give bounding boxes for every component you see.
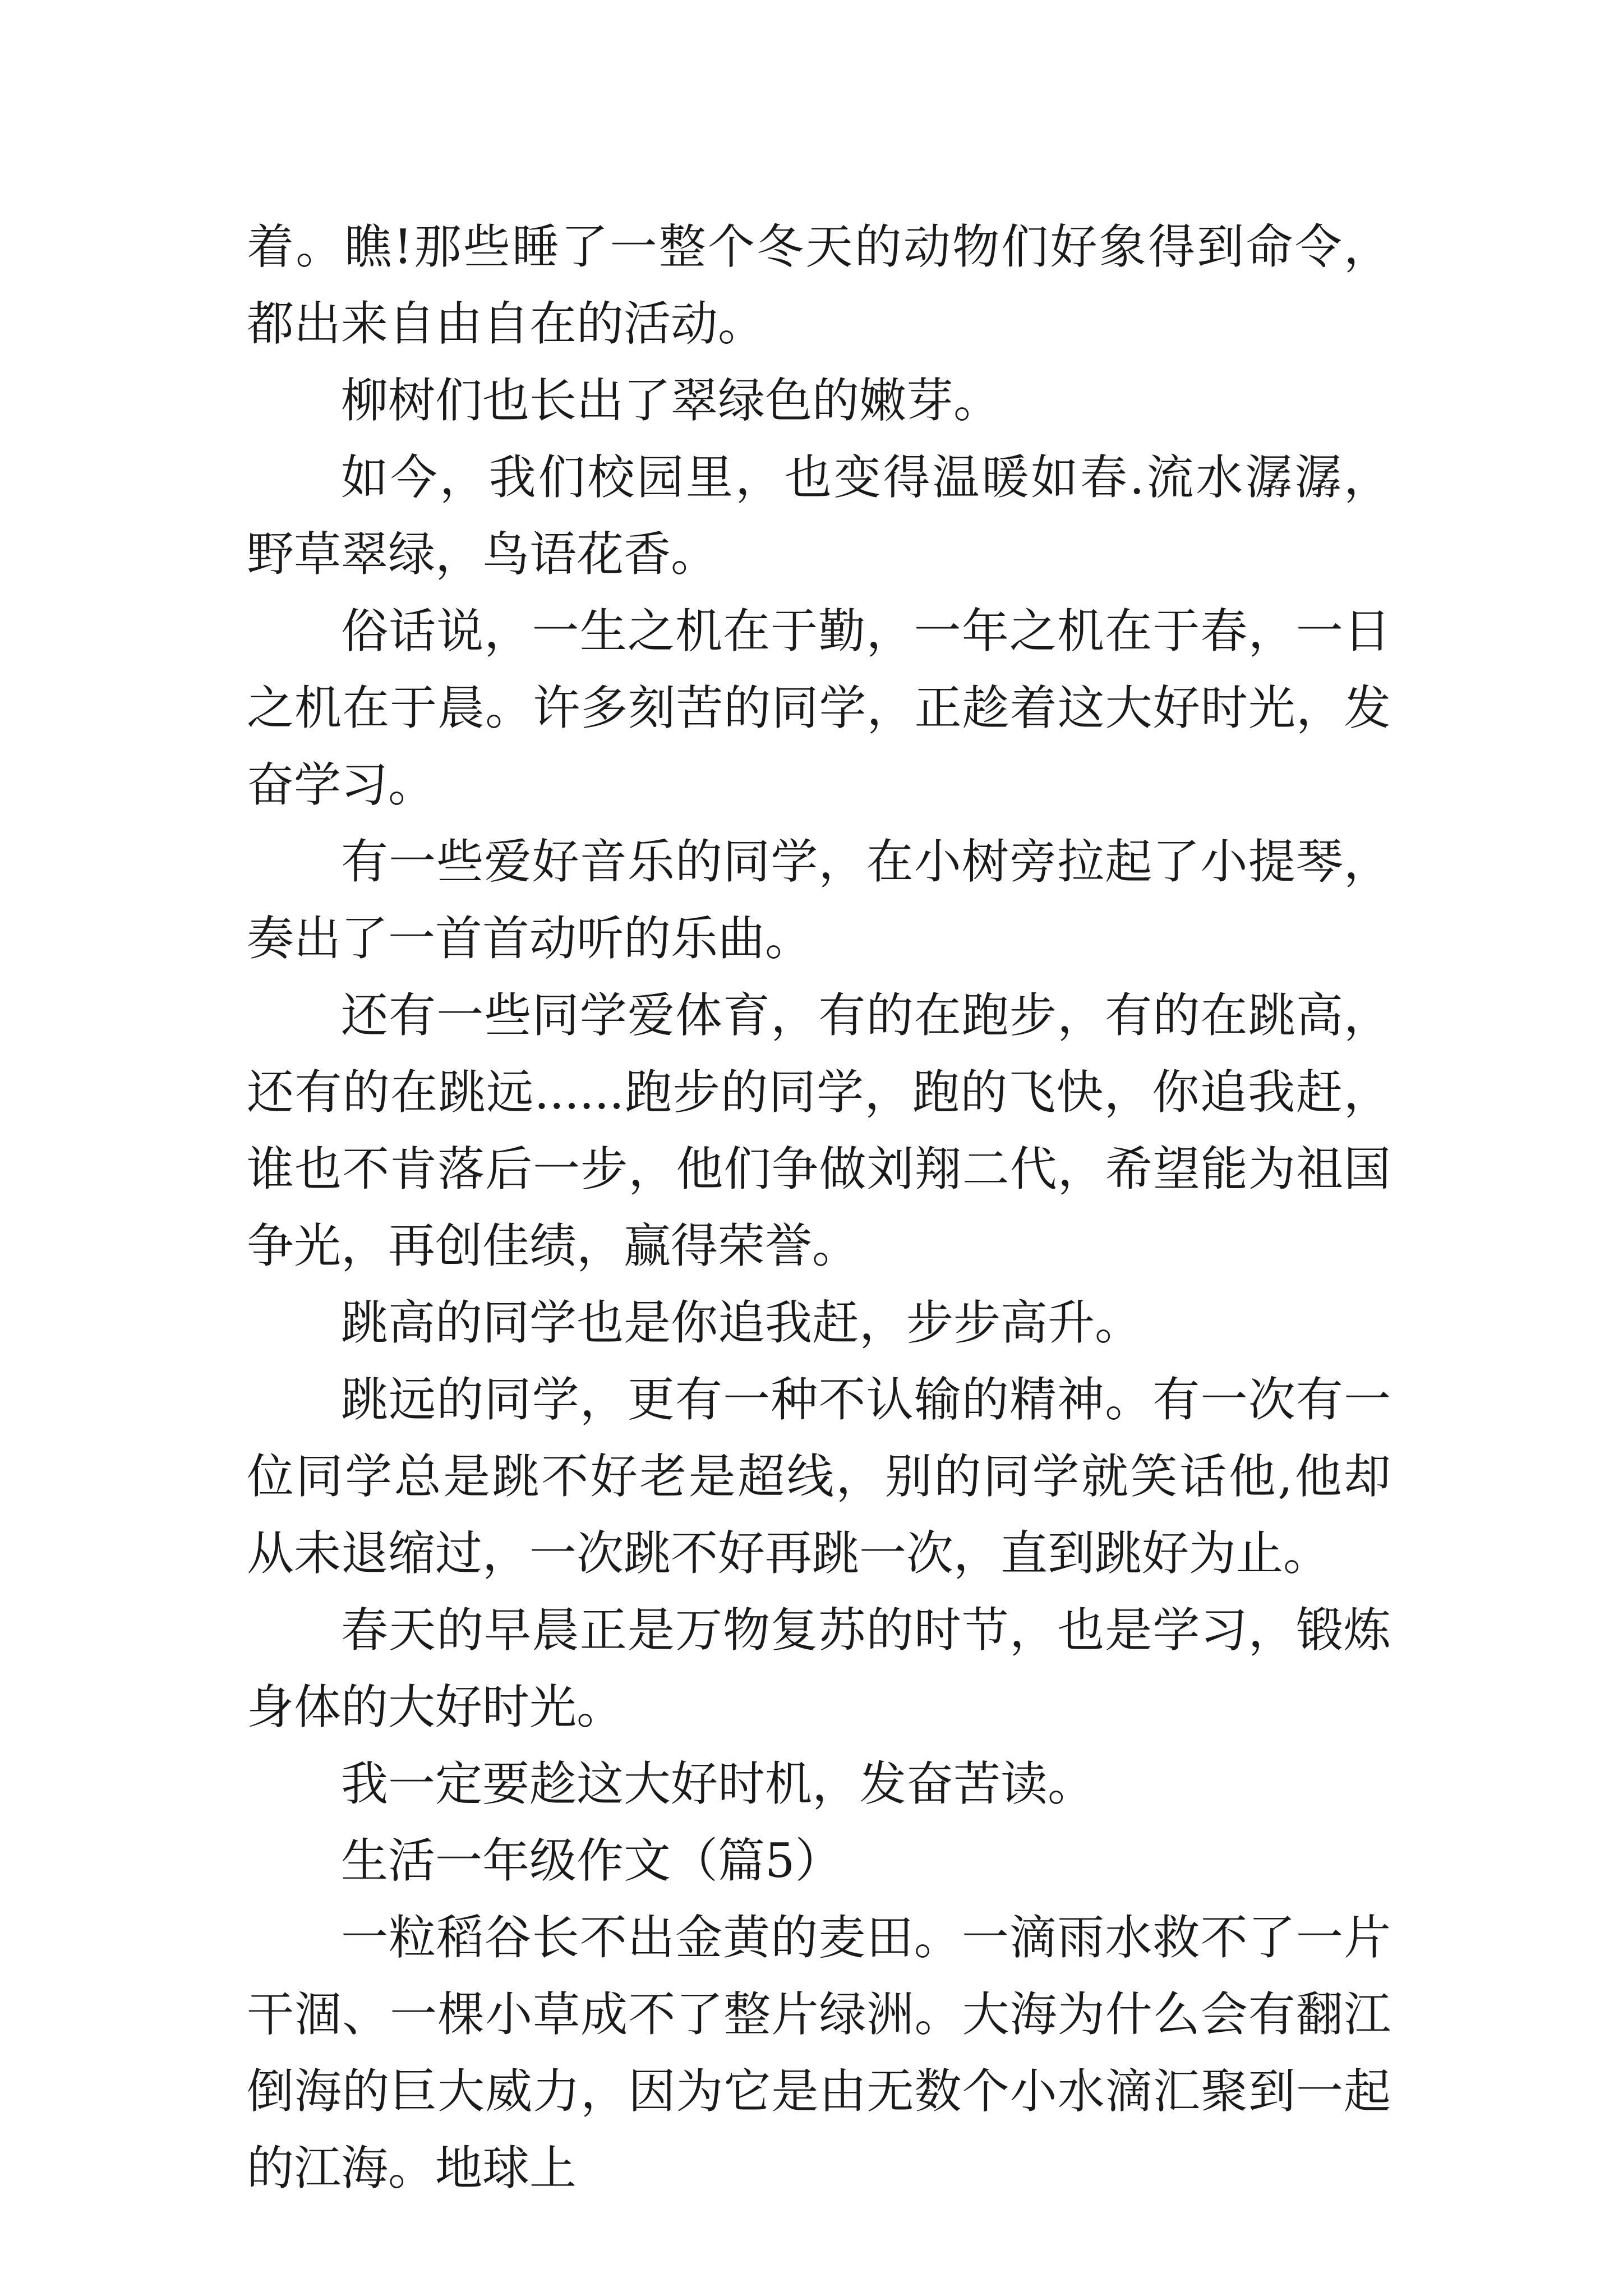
paragraph-5: 有一些爱好音乐的同学，在小树旁拉起了小提琴，奏出了一首首动听的乐曲。: [247, 834, 1391, 966]
paragraph-6: 还有一些同学爱体育，有的在跑步，有的在跳高，还有的在跳远......跑步的同学，跑的飞快，你追我赶，谁也不肯落后一步，他们争做刘翔二代，希望能为祖国争光，再创佳绩，赢得荣誉。: [247, 988, 1391, 1273]
paragraph-12: 一粒稻谷长不出金黄的麦田。一滴雨水救不了一片干涸、一棵小草成不了整片绿洲。大海为什么会有翻江倒海的巨大威力，因为它是由无数个小水滴汇聚到一起的江海。地球上: [247, 1910, 1391, 2196]
paragraph-3: 如今，我们校园里，也变得温暖如春.流水潺潺，野草翠绿，鸟语花香。: [247, 450, 1391, 582]
paragraph-1: 着。瞧!那些睡了一整个冬天的动物们好象得到命令，都出来自由自在的活动。: [247, 219, 1391, 351]
article-body: [247, 209, 1391, 2207]
paragraph-9: 春天的早晨正是万物复苏的时节，也是学习，锻炼身体的大好时光。: [247, 1603, 1391, 1734]
paragraph-7: 跳高的同学也是你追我赶，步步高升。: [341, 1295, 1142, 1350]
paragraph-2: 柳树们也长出了翠绿色的嫩芽。: [341, 373, 1001, 428]
paragraph-8: 跳远的同学，更有一种不认输的精神。有一次有一位同学总是跳不好老是超线，别的同学就笑话他,他却从未退缩过，一次跳不好再跳一次，直到跳好为止。: [247, 1372, 1391, 1581]
paragraph-4: 俗话说，一生之机在于勤，一年之机在于春，一日之机在于晨。许多刻苦的同学，正趁着这大好时光，发奋学习。: [247, 604, 1391, 812]
paragraph-10: 我一定要趁这大好时机，发奋苦读。: [341, 1756, 1095, 1811]
section-heading: 生活一年级作文（篇5）: [341, 1833, 842, 1888]
